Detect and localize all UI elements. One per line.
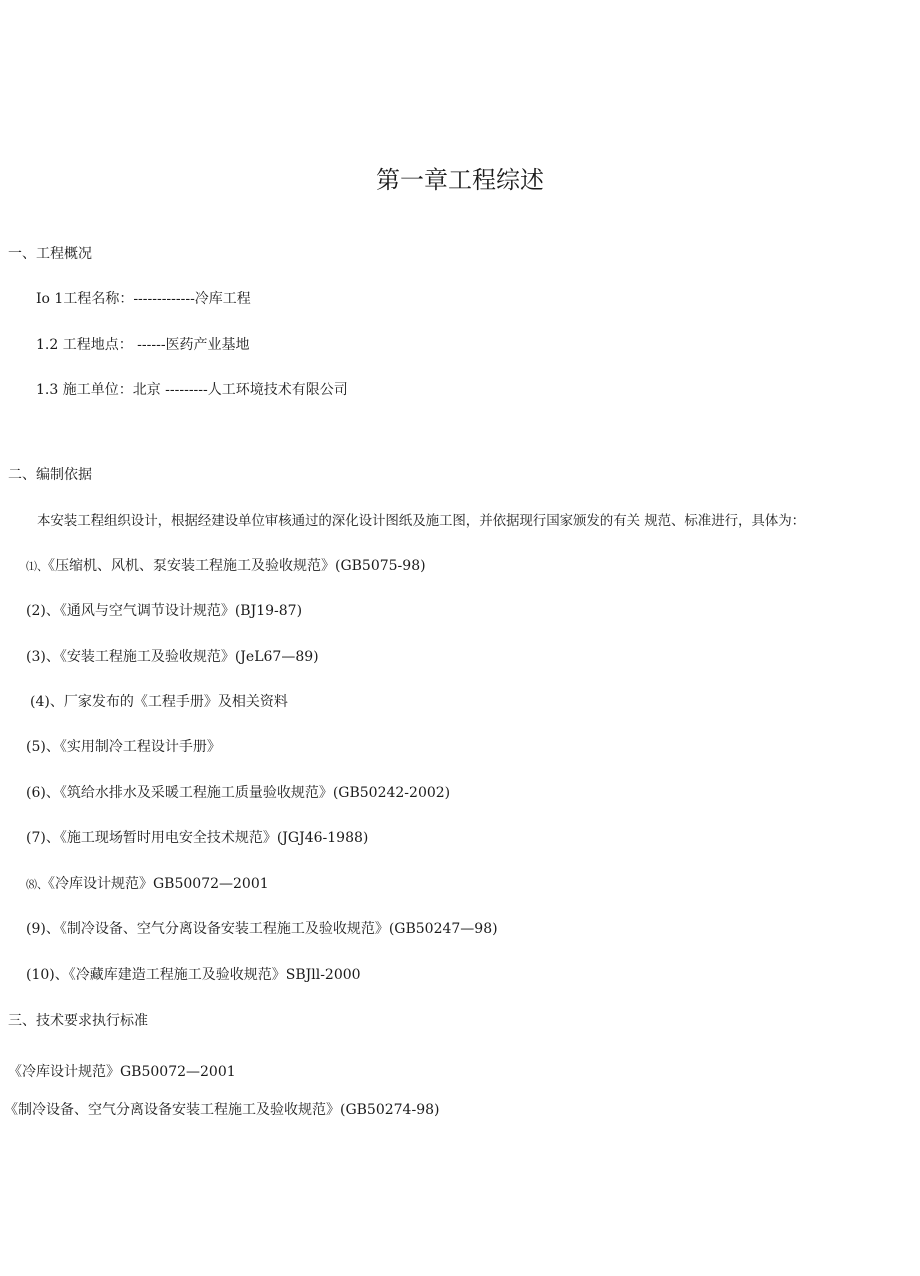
reference-item (26, 738, 221, 756)
standard-item: 《制冷设备、空气分离设备安装工程施工及验收规范》(GB50274-98) (4, 1102, 440, 1118)
chapter-title: 第一章工程综述 (376, 166, 544, 194)
reference-item (26, 875, 269, 894)
reference-number: (7)、 (26, 830, 60, 846)
reference-item (30, 693, 288, 711)
project-name-line: Io 1工程名称：-------------冷库工程 (36, 291, 251, 307)
reference-item (26, 829, 368, 847)
reference-number: (5)、 (26, 739, 60, 755)
reference-text: 《施工现场暂时用电安全技术规范》(JGJ46-1988) (59, 830, 369, 846)
reference-text: 《实用制冷工程设计手册》 (59, 739, 221, 755)
reference-text: 《制冷设备、空气分离设备安装工程施工及验收规范》(GB50247—98) (59, 921, 498, 937)
reference-item (26, 966, 361, 984)
reference-number: ⑴、 (26, 560, 48, 573)
reference-text: 《安装工程施工及验收规范》(JeL67—89) (59, 649, 319, 665)
standard-item: 《冷库设计规范》GB50072—2001 (8, 1064, 236, 1080)
reference-text: 《筑给水排水及采暖工程施工质量验收规范》(GB50242-2002) (59, 785, 451, 801)
reference-item (26, 648, 319, 666)
reference-number: (4)、 (30, 694, 64, 710)
section-heading-standards: 三、技术要求执行标准 (8, 1013, 148, 1029)
basis-intro-paragraph: 本安装工程组织设计，根据经建设单位审核通过的深化设计图纸及施工图，并依据现行国家颁发的有关 规范、标准进行，具体为： (37, 513, 805, 529)
section-heading-overview: 一、工程概况 (8, 246, 92, 262)
reference-number: (3)、 (26, 649, 60, 665)
reference-number: (2)、 (26, 603, 60, 619)
reference-number: (9)、 (26, 921, 60, 937)
reference-item (26, 920, 498, 938)
reference-number: (10)、 (26, 967, 69, 983)
reference-number: ⑻、 (26, 878, 48, 891)
reference-text: 《冷藏库建造工程施工及验收规范》SBJll-2000 (68, 967, 361, 983)
reference-text: 《冷库设计规范》GB50072—2001 (48, 876, 269, 892)
reference-number: (6)、 (26, 785, 60, 801)
reference-text: 厂家发布的《工程手册》及相关资料 (63, 694, 288, 710)
reference-item (26, 557, 426, 576)
reference-text: 《通风与空气调节设计规范》(BJ19-87) (59, 603, 303, 619)
reference-item (26, 784, 450, 802)
reference-text: 《压缩机、风机、泵安装工程施工及验收规范》(GB5075-98) (48, 558, 426, 574)
reference-item (26, 602, 302, 620)
section-heading-basis: 二、编制依据 (8, 467, 92, 483)
construction-unit-line: 1.3 施工单位：北京 ---------人工环境技术有限公司 (36, 382, 348, 398)
project-location-line: 1.2 工程地点： ------医药产业基地 (36, 337, 250, 353)
